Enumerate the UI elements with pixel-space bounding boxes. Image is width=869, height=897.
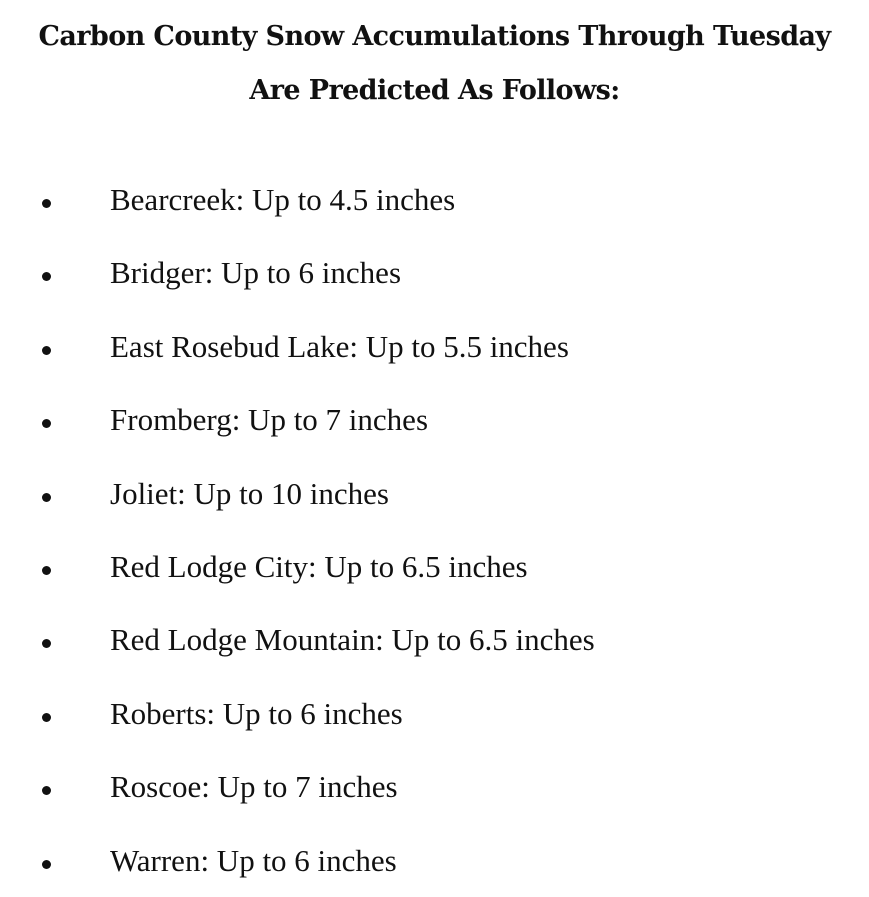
- list-item: [0, 603, 869, 676]
- list-item: [0, 310, 869, 383]
- title-line-2: Are Predicted As Follows:: [249, 75, 620, 106]
- list-item-text: Red Lodge Mountain: Up to 6.5 inches: [110, 622, 595, 658]
- list-item-text: Joliet: Up to 10 inches: [110, 475, 389, 511]
- list-item-text: Warren: Up to 6 inches: [110, 842, 397, 878]
- list-item: [0, 677, 869, 750]
- list-item: [0, 530, 869, 603]
- title-line-1: Carbon County Snow Accumulations Through Tuesday: [38, 21, 831, 52]
- bullet-icon: [42, 530, 52, 603]
- list-item-text: East Rosebud Lake: Up to 5.5 inches: [110, 328, 569, 364]
- list-item-text: Fromberg: Up to 7 inches: [110, 402, 429, 438]
- list-item-text: Red Lodge City: Up to 6.5 inches: [110, 548, 528, 584]
- bullet-icon: [42, 383, 52, 456]
- list-item: [0, 824, 869, 897]
- bullet-icon: [42, 677, 52, 750]
- bullet-icon: [42, 236, 52, 309]
- list-item: [0, 457, 869, 530]
- list-item: [0, 750, 869, 823]
- bullet-icon: [42, 824, 52, 897]
- list-item-text: Bridger: Up to 6 inches: [110, 255, 402, 291]
- bullet-icon: [42, 603, 52, 676]
- bullet-icon: [42, 163, 52, 236]
- page-title: [0, 10, 869, 118]
- list-item: [0, 163, 869, 236]
- snow-forecast-list: [0, 163, 869, 897]
- list-item: [0, 236, 869, 309]
- list-item-text: Roscoe: Up to 7 inches: [110, 769, 398, 805]
- bullet-icon: [42, 457, 52, 530]
- bullet-icon: [42, 310, 52, 383]
- list-item-text: Bearcreek: Up to 4.5 inches: [110, 182, 456, 217]
- bullet-icon: [42, 750, 52, 823]
- list-item-text: Roberts: Up to 6 inches: [110, 695, 403, 731]
- list-item: [0, 383, 869, 456]
